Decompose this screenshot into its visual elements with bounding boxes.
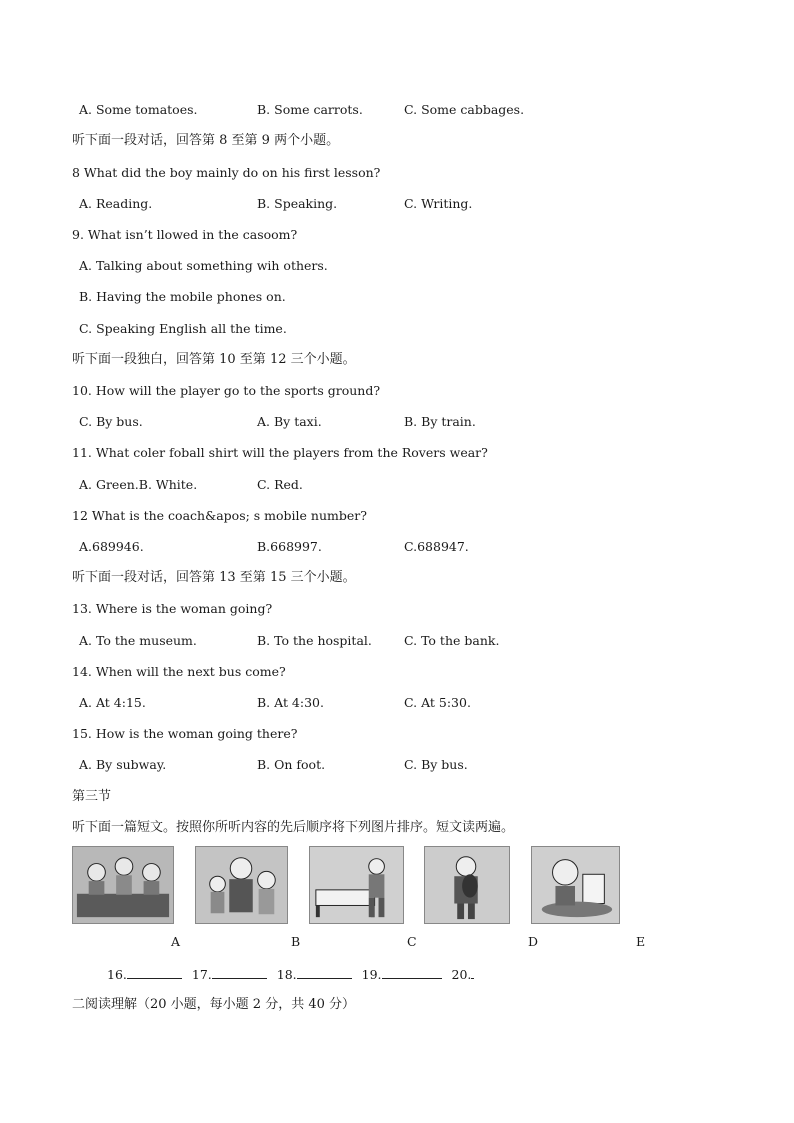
picture-label-b: B bbox=[291, 934, 301, 949]
question-8: 8 What did the boy mainly do on his first lesson? bbox=[72, 165, 381, 180]
picture-label-c: C bbox=[407, 934, 417, 949]
q12-option-b: B.668997. bbox=[257, 539, 322, 554]
q13-option-a: A. To the museum. bbox=[79, 633, 197, 648]
q7-option-a: A. Some tomatoes. bbox=[79, 102, 198, 117]
answer-label-18: 18. bbox=[276, 967, 297, 982]
picture-c-bed bbox=[309, 846, 404, 924]
picture-label-e: E bbox=[636, 934, 646, 949]
answer-blank-18[interactable] bbox=[297, 966, 352, 979]
question-12: 12 What is the coach&apos; s mobile number? bbox=[72, 508, 367, 523]
q12-option-c: C.688947. bbox=[404, 539, 469, 554]
answer-label-19: 19. bbox=[361, 967, 382, 982]
instruction-13-15: 听下面一段对话，回答第 13 至第 15 三个小题。 bbox=[72, 570, 356, 585]
q14-option-a: A. At 4:15. bbox=[79, 695, 146, 710]
q15-option-c: C. By bus. bbox=[404, 757, 468, 772]
q8-option-a: A. Reading. bbox=[79, 196, 153, 211]
q15-option-a: A. By subway. bbox=[79, 757, 167, 772]
q11-option-c: C. Red. bbox=[257, 477, 303, 492]
instruction-16-20: 听下面一篇短文。按照你所听内容的先后顺序将下列图片排序。短文读两遍。 bbox=[72, 820, 515, 835]
picture-e-reading bbox=[531, 846, 620, 924]
question-10: 10. How will the player go to the sports ground? bbox=[72, 383, 381, 398]
q13-option-c: C. To the bank. bbox=[404, 633, 500, 648]
instruction-10-12: 听下面一段独白，回答第 10 至第 12 三个小题。 bbox=[72, 352, 356, 367]
answer-label-17: 17. bbox=[191, 967, 212, 982]
q9-option-b: B. Having the mobile phones on. bbox=[79, 289, 286, 304]
answer-blank-20[interactable] bbox=[471, 966, 474, 979]
q10-option-1: C. By bus. bbox=[79, 414, 143, 429]
picture-label-a: A bbox=[171, 934, 181, 949]
q9-option-c: C. Speaking English all the time. bbox=[79, 321, 287, 336]
q11-option-ab: A. Green.B. White. bbox=[79, 477, 198, 492]
q7-option-c: C. Some cabbages. bbox=[404, 102, 525, 117]
q10-option-3: B. By train. bbox=[404, 414, 476, 429]
answer-label-16: 16. bbox=[107, 967, 127, 982]
q12-option-a: A.689946. bbox=[79, 539, 144, 554]
q15-option-b: B. On foot. bbox=[257, 757, 326, 772]
part-2-heading: 二阅读理解（20 小题，每小题 2 分，共 40 分） bbox=[72, 997, 356, 1012]
picture-d-violin bbox=[424, 846, 510, 924]
question-13: 13. Where is the woman going? bbox=[72, 601, 273, 616]
instruction-8-9: 听下面一段对话，回答第 8 至第 9 两个小题。 bbox=[72, 133, 340, 148]
q10-option-2: A. By taxi. bbox=[257, 414, 322, 429]
q9-option-a: A. Talking about something wih others. bbox=[79, 258, 328, 273]
q8-option-b: B. Speaking. bbox=[257, 196, 338, 211]
question-9: 9. What isn’t llowed in the casoom? bbox=[72, 227, 298, 242]
answer-blank-16[interactable] bbox=[127, 966, 182, 979]
picture-b-family bbox=[195, 846, 288, 924]
q8-option-c: C. Writing. bbox=[404, 196, 473, 211]
answer-label-20: 20. bbox=[451, 967, 472, 982]
answer-blank-19[interactable] bbox=[382, 966, 442, 979]
q7-option-b: B. Some carrots. bbox=[257, 102, 363, 117]
question-15: 15. How is the woman going there? bbox=[72, 726, 298, 741]
picture-label-d: D bbox=[528, 934, 539, 949]
q13-option-b: B. To the hospital. bbox=[257, 633, 372, 648]
answer-blanks-row bbox=[107, 966, 474, 982]
q14-option-c: C. At 5:30. bbox=[404, 695, 471, 710]
question-11: 11. What coler foball shirt will the players from the Rovers wear? bbox=[72, 445, 488, 460]
question-14: 14. When will the next bus come? bbox=[72, 664, 286, 679]
picture-a-classroom bbox=[72, 846, 174, 924]
q14-option-b: B. At 4:30. bbox=[257, 695, 324, 710]
answer-blank-17[interactable] bbox=[212, 966, 267, 979]
section-3-heading: 第三节 bbox=[72, 789, 112, 804]
